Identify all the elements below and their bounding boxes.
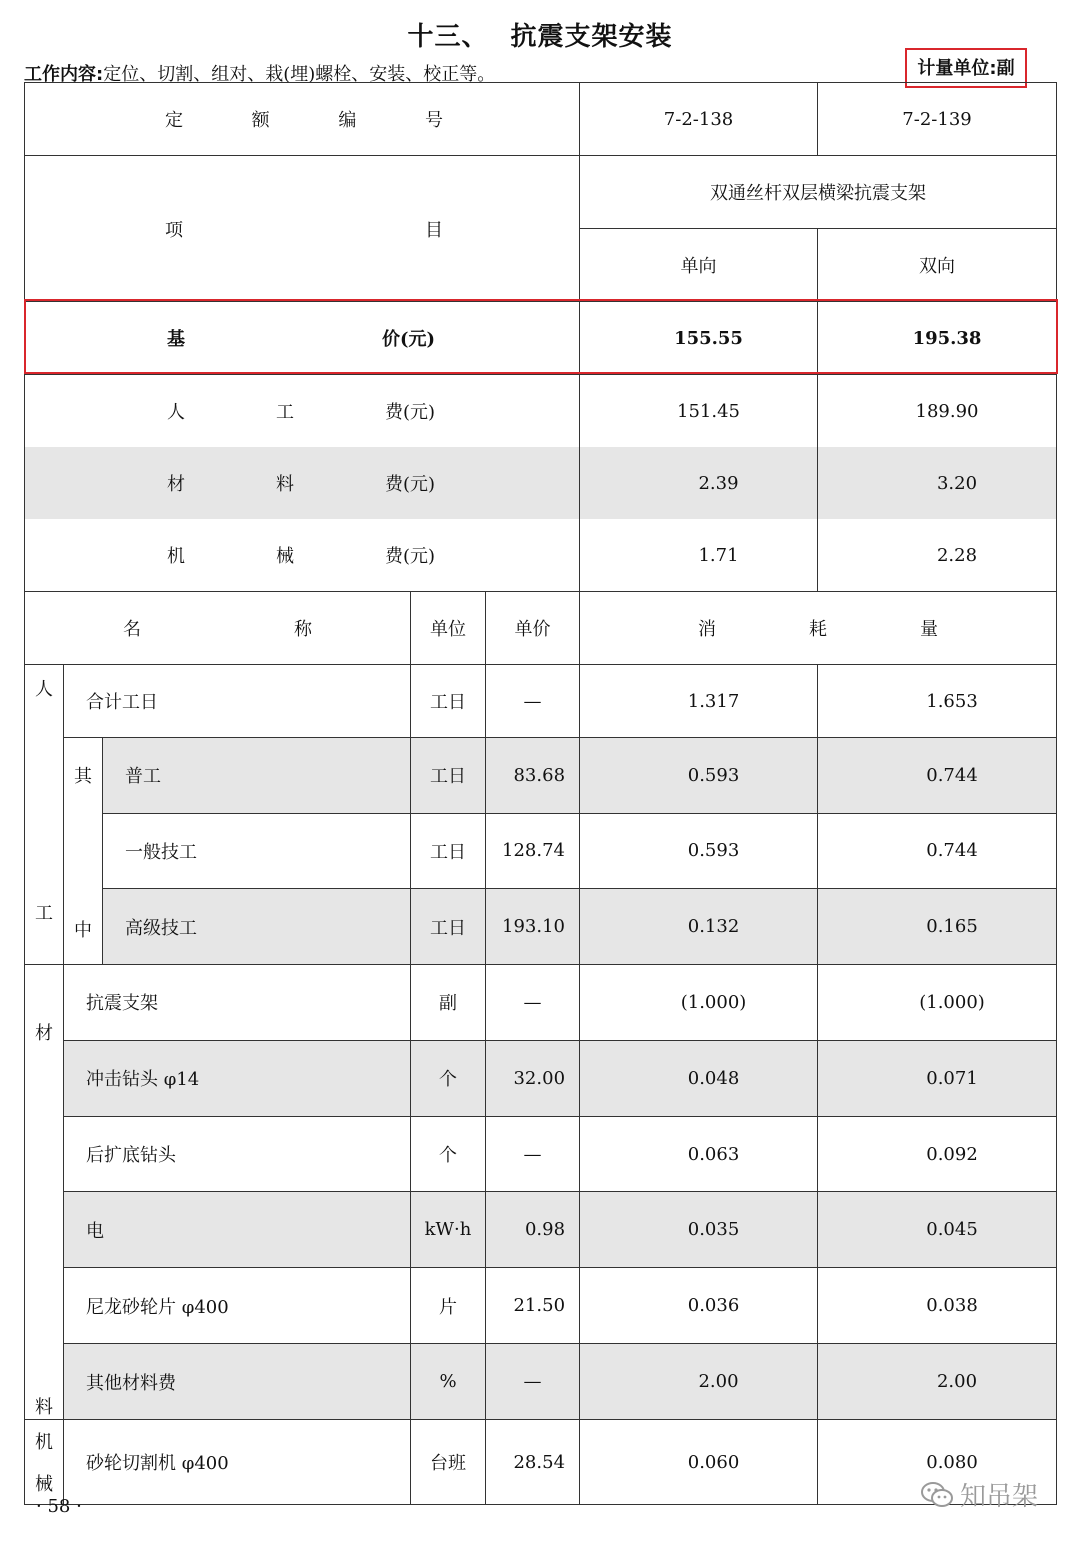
base-price-2: 195.38 [818, 302, 1057, 375]
machine-v2: 0.080 [818, 1420, 1057, 1505]
machine-fee-2: 2.28 [818, 519, 1057, 592]
section-number: 十三、 [407, 22, 489, 52]
labor-price: 193.10 [486, 889, 580, 965]
material-name: 后扩底钻头 [64, 1116, 411, 1192]
machine-fee-label: 机 械 费(元) [25, 519, 580, 592]
material-price: 0.98 [486, 1192, 580, 1268]
labor-unit: 工日 [411, 889, 486, 965]
material-name: 尼龙砂轮片 φ400 [64, 1268, 411, 1344]
column-header-row [25, 592, 1057, 665]
price-column-header: 单价 [486, 592, 580, 665]
labor-fee-1: 151.45 [580, 375, 818, 448]
labor-v1: 0.593 [580, 738, 818, 814]
wechat-icon [920, 1481, 954, 1509]
machine-name: 砂轮切割机 φ400 [64, 1420, 411, 1505]
material-v1: 2.00 [580, 1344, 818, 1420]
material-fee-row [25, 447, 1057, 519]
quota-code-row [25, 83, 1057, 156]
labor-total-unit: 工日 [411, 665, 486, 738]
labor-total-v1: 1.317 [580, 665, 818, 738]
labor-subgroup-label: 其 中 [64, 738, 103, 965]
labor-name: 高级技工 [103, 889, 411, 965]
quota-code-1: 7-2-138 [580, 83, 818, 156]
labor-price: 128.74 [486, 813, 580, 889]
material-fee-2: 3.20 [818, 447, 1057, 519]
quota-code-2: 7-2-139 [818, 83, 1057, 156]
machine-group-label: 机 械 [25, 1420, 64, 1505]
material-v2: 0.092 [818, 1116, 1057, 1192]
material-unit: % [411, 1344, 486, 1420]
labor-total-name: 合计工日 [64, 665, 411, 738]
machine-fee-1: 1.71 [580, 519, 818, 592]
material-name: 冲击钻头 φ14 [64, 1040, 411, 1116]
material-v2: 2.00 [818, 1344, 1057, 1420]
material-v1: (1.000) [580, 965, 818, 1041]
unit-column-header: 单位 [411, 592, 486, 665]
base-price-label: 基 价(元) [25, 302, 580, 375]
labor-total-row [25, 665, 1057, 738]
variant-one-way: 单向 [580, 229, 818, 302]
section-title: 抗震支架安装 [510, 22, 673, 52]
material-row [25, 1192, 1057, 1268]
material-name: 抗震支架 [64, 965, 411, 1041]
labor-v2: 0.744 [818, 738, 1057, 814]
item-label: 项 目 [25, 156, 580, 302]
unit-value: 副 [996, 58, 1015, 79]
labor-name: 一般技工 [103, 813, 411, 889]
labor-fee-row [25, 375, 1057, 448]
variant-two-way: 双向 [818, 229, 1057, 302]
material-price: — [486, 965, 580, 1041]
machine-row [25, 1420, 1057, 1505]
labor-price: 83.68 [486, 738, 580, 814]
material-name: 电 [64, 1192, 411, 1268]
material-fee-label: 材 料 费(元) [25, 447, 580, 519]
labor-v1: 0.132 [580, 889, 818, 965]
machine-price: 28.54 [486, 1420, 580, 1505]
item-name: 双通丝杆双层横梁抗震支架 [580, 156, 1057, 229]
labor-total-price: — [486, 665, 580, 738]
unit-label: 计量单位: [917, 58, 997, 79]
labor-fee-label: 人 工 费(元) [25, 375, 580, 448]
material-row [25, 1268, 1057, 1344]
material-v1: 0.063 [580, 1116, 818, 1192]
material-price: — [486, 1344, 580, 1420]
page-number: · 58 · [36, 1496, 82, 1517]
watermark [920, 1476, 1038, 1513]
material-price: 32.00 [486, 1040, 580, 1116]
labor-v2: 0.744 [818, 813, 1057, 889]
labor-v2: 0.165 [818, 889, 1057, 965]
machine-unit: 台班 [411, 1420, 486, 1505]
material-v2: 0.045 [818, 1192, 1057, 1268]
material-v1: 0.048 [580, 1040, 818, 1116]
quota-code-label: 定 额 编 号 [25, 83, 580, 156]
quota-table [24, 82, 1057, 1505]
material-row [25, 1040, 1057, 1116]
work-content-text: 定位、切割、组对、栽(埋)螺栓、安装、校正等。 [103, 64, 496, 85]
base-price-1: 155.55 [580, 302, 818, 375]
work-content-label: 工作内容: [24, 64, 104, 85]
base-price-row [25, 302, 1057, 375]
labor-row [25, 738, 1057, 814]
labor-row [25, 813, 1057, 889]
watermark-text: 知吊架 [960, 1482, 1039, 1512]
item-row [25, 156, 1057, 229]
machine-fee-row [25, 519, 1057, 592]
material-price: 21.50 [486, 1268, 580, 1344]
material-unit: kW·h [411, 1192, 486, 1268]
material-fee-1: 2.39 [580, 447, 818, 519]
material-name: 其他材料费 [64, 1344, 411, 1420]
labor-total-v2: 1.653 [818, 665, 1057, 738]
material-row [25, 1344, 1057, 1420]
consumption-column-header: 消 耗 量 [580, 592, 1057, 665]
labor-unit: 工日 [411, 738, 486, 814]
labor-fee-2: 189.90 [818, 375, 1057, 448]
machine-v1: 0.060 [580, 1420, 818, 1505]
material-row [25, 965, 1057, 1041]
material-row [25, 1116, 1057, 1192]
material-group-label: 材 料 [25, 965, 64, 1420]
material-v1: 0.036 [580, 1268, 818, 1344]
material-unit: 副 [411, 965, 486, 1041]
labor-row [25, 889, 1057, 965]
material-v2: (1.000) [818, 965, 1057, 1041]
material-v2: 0.038 [818, 1268, 1057, 1344]
name-column-header: 名 称 [25, 592, 411, 665]
labor-name: 普工 [103, 738, 411, 814]
material-v2: 0.071 [818, 1040, 1057, 1116]
material-v1: 0.035 [580, 1192, 818, 1268]
material-price: — [486, 1116, 580, 1192]
labor-unit: 工日 [411, 813, 486, 889]
material-unit: 片 [411, 1268, 486, 1344]
labor-group-label: 人 工 [25, 665, 64, 965]
material-unit: 个 [411, 1040, 486, 1116]
labor-v1: 0.593 [580, 813, 818, 889]
material-unit: 个 [411, 1116, 486, 1192]
